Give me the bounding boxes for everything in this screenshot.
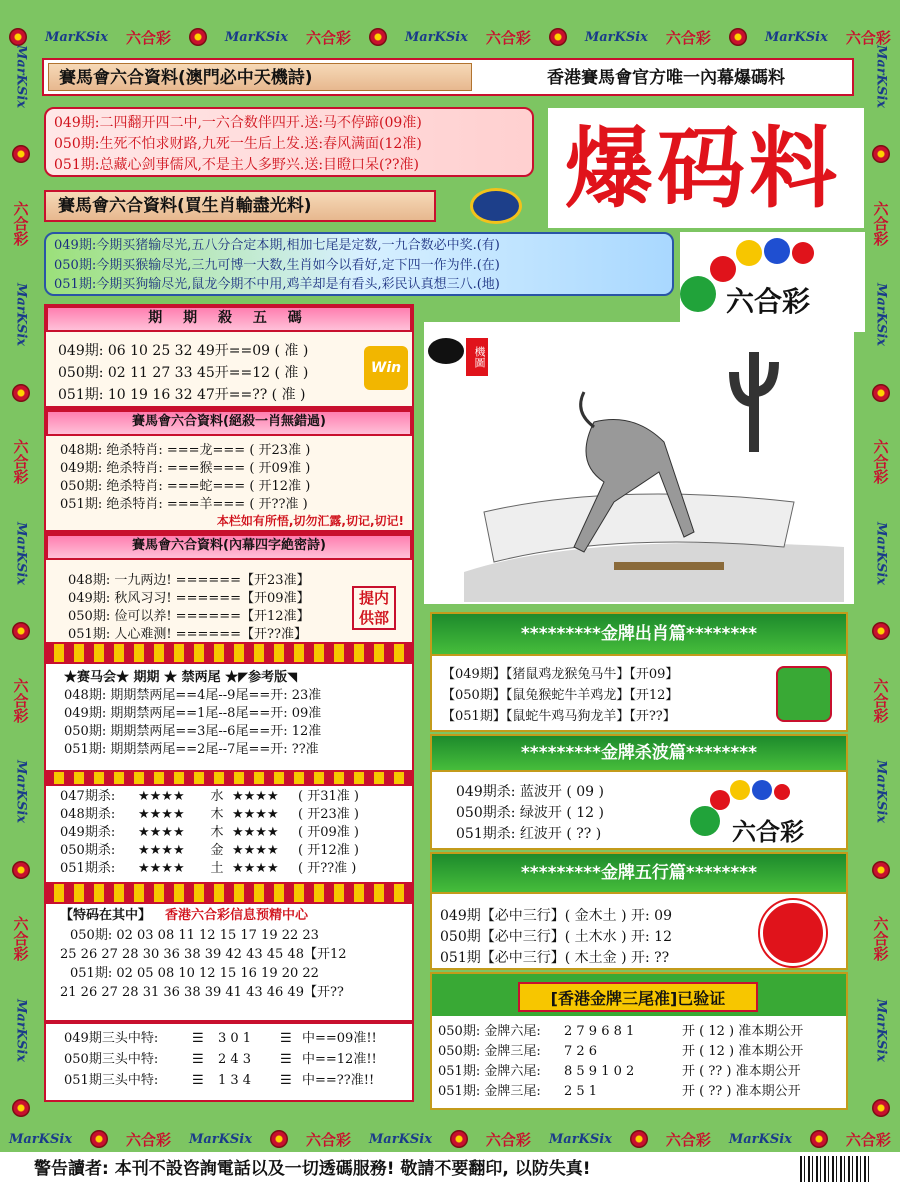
jinliangwei-row: 051期: 期期禁两尾==2尾--7尾==开: ??准 — [64, 742, 319, 757]
santou-row: 050期三头中特: ☰ 2 4 3 ☰ 中==12准!! — [64, 1052, 377, 1067]
flower-icon — [270, 1130, 288, 1148]
sanwei-row: 051期: 金牌三尾: 2 5 1 开 ( ?? ) 准本期公开 — [438, 1084, 801, 1099]
shabo-row: 049期杀: 蓝波开 ( 09 ) — [456, 784, 604, 800]
flower-icon — [872, 861, 890, 879]
shabo-title: *********金牌杀波篇******** — [432, 736, 846, 772]
liuhecai-text: 六合彩 — [11, 439, 30, 485]
wuxing-title: *********金牌五行篇******** — [432, 854, 846, 894]
shengxiao-box — [44, 232, 674, 296]
win-badge: Win — [364, 346, 408, 390]
sha5-row: 050期: 02 11 27 33 45开==12 ( 准 ) — [58, 365, 309, 381]
marksix-text: MarKSix — [8, 1131, 73, 1147]
sizi-row: 051期: 人心难测! ======【开??准】 — [68, 627, 307, 642]
marksix-text: MarKSix — [13, 521, 29, 585]
wuxing-sha-panel — [44, 784, 414, 884]
shabo-panel — [430, 734, 848, 850]
liuhecai-text: 六合彩 — [485, 28, 531, 47]
lhc-logo-text: 六合彩 — [726, 285, 811, 318]
marksix-text: MarKSix — [873, 760, 889, 824]
chuxiao-panel — [430, 612, 848, 732]
flower-icon — [729, 28, 747, 46]
sanwei-title: [香港金牌三尾准]已验证 — [518, 982, 758, 1012]
tema-label: 【特码在其中】 — [60, 908, 152, 923]
hand-icon — [428, 338, 464, 364]
wuxing-row: 051期【必中三行】( 木土金 ) 开: ?? — [440, 950, 670, 966]
sizi-row: 049期: 秋风习习! ======【开09准】 — [68, 591, 310, 606]
tema-row: 051期: 02 05 08 10 12 15 16 19 20 22 — [70, 966, 319, 981]
second-title: 賽馬會六合資料(買生肖輸盡光料) — [44, 190, 436, 222]
sizi-title: 賽馬會六合資料(內幕四字絶密詩) — [46, 534, 412, 560]
big-title: 爆码料 — [564, 116, 841, 220]
flower-icon — [872, 1099, 890, 1117]
marksix-text: MarKSix — [873, 44, 889, 108]
wuxing-panel — [430, 852, 848, 970]
shabo-row: 050期杀: 绿波开 ( 12 ) — [456, 805, 604, 821]
marksix-text: MarKSix — [873, 283, 889, 347]
santou-row: 049期三头中特: ☰ 3 0 1 ☰ 中==09准!! — [64, 1031, 377, 1046]
sha5-title: 期 期 殺 五 碼 — [46, 306, 412, 332]
jinliangwei-row: 049期: 期期禁两尾==1尾--8尾==开: 09准 — [64, 706, 322, 721]
tuji-label: 機圖 — [466, 338, 488, 376]
jinliangwei-panel — [44, 662, 414, 772]
shayixiao-row: 051期: 绝杀特肖: ===羊=== ( 开??准 ) — [60, 497, 308, 512]
shayixiao-row: 048期: 绝杀特肖: ===龙=== ( 开23准 ) — [60, 443, 311, 458]
shayixiao-panel — [44, 408, 414, 532]
marksix-text: MarKSix — [188, 1131, 252, 1147]
barcode-icon — [800, 1156, 870, 1182]
flower-icon — [872, 145, 890, 163]
left-border-strip — [2, 26, 40, 1136]
shengxiao-row: 051期:今期买狗输尽光,鼠龙今期不中用,鸡羊却是有看头,彩民认真想三八.(地) — [54, 277, 500, 292]
decorative-divider — [44, 644, 414, 662]
header-title-bar — [42, 58, 854, 96]
liuhecai-text: 六合彩 — [11, 677, 30, 723]
jinliangwei-row: 050期: 期期禁两尾==3尾--6尾==开: 12准 — [64, 724, 322, 739]
liuhecai-text: 六合彩 — [665, 1130, 711, 1149]
lhc-logo-top — [680, 232, 865, 332]
jinliangwei-title: ★赛马会★ 期期 ★ 禁两尾 ★◤参考版◥ — [64, 670, 298, 685]
liuhecai-text: 六合彩 — [305, 28, 351, 47]
santou-row: 051期三头中特: ☰ 1 3 4 ☰ 中==??准!! — [64, 1073, 375, 1088]
liuhecai-text: 六合彩 — [871, 200, 890, 246]
liuhecai-text: 六合彩 — [871, 916, 890, 962]
marksix-text: MarKSix — [368, 1131, 432, 1147]
marksix-text: MarKSix — [13, 44, 29, 108]
fist-icon — [776, 666, 832, 722]
emblem-icon — [470, 188, 522, 224]
left-title: 賽馬會六合資料(澳門必中天機詩) — [48, 63, 472, 91]
stamp: 提内供部 — [352, 586, 396, 630]
marksix-text: MarKSix — [13, 283, 29, 347]
marksix-text: MarKSix — [548, 1131, 612, 1147]
sha5-row: 051期: 10 19 16 32 47开==?? ( 准 ) — [58, 387, 306, 403]
wuxing-sha-row: 049期杀: ★★★★ 木 ★★★★ ( 开09准 ) — [60, 825, 359, 840]
shabo-row: 051期杀: 红波开 ( ?? ) — [456, 826, 602, 842]
liuhecai-text: 六合彩 — [871, 439, 890, 485]
santou-panel — [44, 1022, 414, 1102]
chuxiao-row: 【049期】【猪鼠鸡龙猴兔马牛】【开09】 — [442, 667, 679, 682]
marksix-text: MarKSix — [13, 760, 29, 824]
decorative-divider — [44, 884, 414, 902]
marksix-text: MarKSix — [728, 1131, 792, 1147]
marksix-text: MarKSix — [404, 29, 468, 45]
flower-icon — [90, 1130, 108, 1148]
marksix-text: MarKSix — [224, 29, 288, 45]
flower-icon — [872, 384, 890, 402]
sizi-row: 048期: 一九两边! ======【开23准】 — [68, 573, 310, 588]
flower-icon — [12, 384, 30, 402]
flower-icon — [810, 1130, 828, 1148]
lhc-logo-text: 六合彩 — [732, 817, 804, 846]
flower-icon — [630, 1130, 648, 1148]
flower-icon — [189, 28, 207, 46]
poem-row: 051期:总藏心剑事儒风,不是主人多野兴.送:目瞪口呆(??准) — [54, 157, 419, 173]
liuhecai-text: 六合彩 — [11, 200, 30, 246]
tema-row: 25 26 27 28 30 36 38 39 42 43 45 48【开12 — [60, 947, 347, 962]
wuxing-sha-row: 051期杀: ★★★★ 土 ★★★★ ( 开??准 ) — [60, 861, 357, 876]
shayixiao-row: 049期: 绝杀特肖: ===猴=== ( 开09准 ) — [60, 461, 311, 476]
marksix-text: MarKSix — [873, 998, 889, 1062]
liuhecai-text: 六合彩 — [305, 1130, 351, 1149]
lhc-logo-mid — [688, 776, 848, 848]
sha5-row: 049期: 06 10 25 32 49开==09 ( 准 ) — [58, 343, 309, 359]
decorative-divider — [44, 772, 414, 784]
bauhinia-icon — [760, 900, 826, 966]
shengxiao-row: 050期:今期买猴输尽光,三九可博一大数,生肖如今以看好,定下四一作为伴.(在) — [54, 257, 500, 273]
sanwei-panel — [430, 972, 848, 1110]
flower-icon — [12, 861, 30, 879]
shayixiao-note: 本栏如有所悟,切勿汇露,切记,切记! — [216, 514, 404, 528]
tema-row: 21 26 27 28 31 36 38 39 41 43 46 49【开?? — [60, 985, 344, 1000]
liuhecai-text: 六合彩 — [845, 1130, 891, 1149]
liuhecai-text: 六合彩 — [871, 677, 890, 723]
jinliangwei-row: 048期: 期期禁两尾==4尾--9尾==开: 23准 — [64, 688, 322, 703]
shayixiao-row: 050期: 绝杀特肖: ===蛇=== ( 开12准 ) — [60, 479, 311, 494]
sanwei-row: 050期: 金牌三尾: 7 2 6 开 ( 12 ) 准本期公开 — [438, 1044, 804, 1059]
marksix-text: MarKSix — [764, 29, 828, 45]
poem-row: 050期:生死不怕求财路,九死一生后上发.送:春风满面(12准) — [54, 136, 422, 152]
wuxing-sha-row: 050期杀: ★★★★ 金 ★★★★ ( 开12准 ) — [60, 843, 359, 858]
big-title-panel — [548, 108, 864, 228]
top-border-strip — [0, 20, 900, 54]
liuhecai-text: 六合彩 — [845, 28, 891, 47]
tema-row: 050期: 02 03 08 11 12 15 17 19 22 23 — [70, 928, 319, 943]
liuhecai-text: 六合彩 — [125, 1130, 171, 1149]
tuji-panel — [424, 322, 854, 604]
marksix-text: MarKSix — [13, 998, 29, 1062]
wuxing-row: 050期【必中三行】( 土木水 ) 开: 12 — [440, 929, 672, 945]
flower-icon — [872, 622, 890, 640]
marksix-text: MarKSix — [584, 29, 648, 45]
shengxiao-row: 049期:今期买猪输尽光,五八分合定本期,相加七尾是定数,一九合数必中奖.(有) — [54, 238, 500, 253]
poem-box — [44, 107, 534, 177]
right-border-strip — [862, 26, 900, 1136]
chuxiao-row: 【050期】【鼠兔猴蛇牛羊鸡龙】【开12】 — [442, 688, 679, 703]
marksix-text: MarKSix — [873, 521, 889, 585]
chuxiao-row: 【051期】【鼠蛇牛鸡马狗龙羊】【开??】 — [442, 709, 676, 724]
tema-center: 香港六合彩信息预精中心 — [165, 908, 309, 923]
flower-icon — [549, 28, 567, 46]
right-title: 香港賽馬會官方唯一內幕爆碼料 — [547, 68, 785, 88]
sizi-panel — [44, 532, 414, 644]
footer-warning: 警告讀者: 本刊不設咨詢電話以及一切透碼服務! 敬請不要翻印, 以防失真! — [34, 1159, 591, 1179]
wuxing-sha-row: 048期杀: ★★★★ 木 ★★★★ ( 开23准 ) — [60, 807, 359, 822]
sanwei-row: 051期: 金牌六尾: 8 5 9 1 0 2 开 ( ?? ) 准本期公开 — [438, 1064, 801, 1079]
liuhecai-text: 六合彩 — [125, 28, 171, 47]
marksix-text: MarKSix — [44, 29, 108, 45]
sha5-panel — [44, 304, 414, 408]
liuhecai-text: 六合彩 — [665, 28, 711, 47]
footer — [0, 1152, 900, 1187]
flower-icon — [450, 1130, 468, 1148]
sizi-row: 050期: 俭可以养! ======【开12准】 — [68, 609, 310, 624]
wuxing-sha-row: 047期杀: ★★★★ 水 ★★★★ ( 开31准 ) — [60, 789, 359, 804]
flower-icon — [12, 622, 30, 640]
liuhecai-text: 六合彩 — [11, 916, 30, 962]
flower-icon — [369, 28, 387, 46]
horse-illustration — [464, 332, 844, 602]
poem-row: 049期:二四翻开四二中,一六合数伴四开.送:马不停蹄(09准) — [54, 115, 422, 131]
liuhecai-text: 六合彩 — [485, 1130, 531, 1149]
flower-icon — [12, 1099, 30, 1117]
flower-icon — [12, 145, 30, 163]
chuxiao-title: *********金牌出肖篇******** — [432, 614, 846, 656]
wuxing-row: 049期【必中三行】( 金木土 ) 开: 09 — [440, 908, 672, 924]
bottom-border-strip — [0, 1122, 900, 1156]
shayixiao-title: 賽馬會六合資料(絕殺一肖無錯過) — [46, 410, 412, 436]
sanwei-row: 050期: 金牌六尾: 2 7 9 6 8 1 开 ( 12 ) 准本期公开 — [438, 1024, 804, 1039]
tema-panel — [44, 902, 414, 1022]
